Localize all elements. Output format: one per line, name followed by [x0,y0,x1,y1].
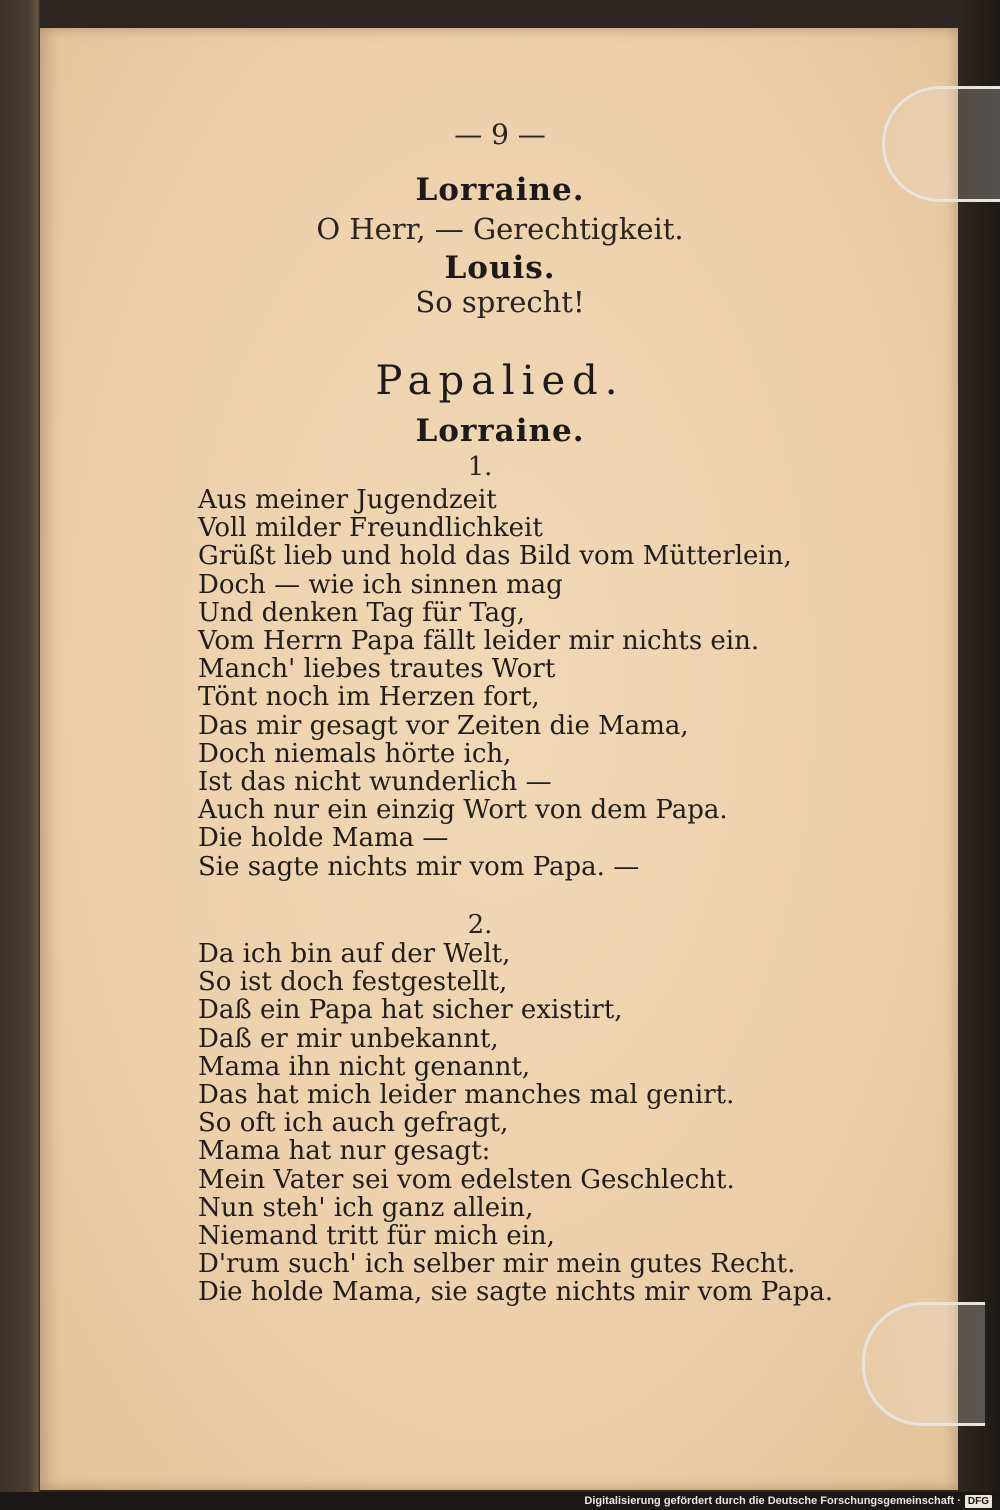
verse-line: Die holde Mama, sie sagte nichts mir vom Papa. [198,1277,834,1308]
verse-number: 2. [467,910,493,940]
verse-line: Aus meiner Jugendzeit [198,485,497,515]
verse-line: Mama hat nur gesagt: [198,1136,491,1167]
verse-line: Doch niemals hörte ich, [198,738,512,769]
verse-line: Doch — wie ich sinnen mag [198,569,563,600]
verse-line: Mein Vater sei vom edelsten Geschlecht. [198,1164,735,1195]
verse-line: Und denken Tag für Tag, [198,597,526,628]
verse-number: 1. [467,452,493,482]
dialogue-line: O Herr, — Gerechtigkeit. [316,212,684,246]
verse-line: Niemand tritt für mich ein, [198,1221,555,1252]
verse-line: Auch nur ein einzig Wort von dem Papa. [198,795,728,826]
verse-line: Da ich bin auf der Welt, [198,939,511,969]
verse-line: Ist das nicht wunderlich — [198,767,552,798]
verse-line: Das hat mich leider manches mal genirt. [198,1080,735,1111]
footer-credit: Digitalisierung gefördert durch die Deutsche Forschungsgemeinschaft · [584,1495,961,1507]
verse-line: So oft ich auch gefragt, [198,1108,509,1139]
verse-line: Daß ein Papa hat sicher existirt, [198,995,623,1026]
verse-line: Manch' liebes trautes Wort [198,654,556,685]
dialogue-line: So sprecht! [415,285,585,319]
verse-line: Vom Herrn Papa fällt leider mir nichts ein. [198,626,760,657]
verse-line: Tönt noch im Herzen fort, [198,682,540,713]
verse-line: Daß er mir unbekannt, [198,1023,499,1054]
verse-1 [198,485,792,882]
verse-line: Voll milder Freundlichkeit [198,513,543,544]
verse-line: Die holde Mama — [198,823,449,854]
song-title: Papalied. [375,358,625,404]
verse-line: Grüßt lieb und hold das Bild vom Mütterlein, [198,541,792,572]
verse-line: Nun steh' ich ganz allein, [198,1192,534,1223]
verse-line: So ist doch festgestellt, [198,967,508,998]
dfg-logo: DFG [965,1495,992,1508]
page-number: — 9 — [454,118,546,151]
verse-line: Mama ihn nicht genannt, [198,1051,531,1082]
verse-line: Das mir gesagt vor Zeiten die Mama, [198,710,689,741]
verse-line: D'rum such' ich selber mir mein gutes Recht. [198,1249,796,1280]
verse-line: Sie sagte nichts mir vom Papa. — [198,851,640,882]
digitization-footer [0,1492,1000,1510]
speaker-lorraine: Lorraine. [415,172,585,208]
verse-2 [198,939,834,1308]
speaker-louis: Louis. [444,250,556,286]
song-speaker: Lorraine. [415,413,585,449]
